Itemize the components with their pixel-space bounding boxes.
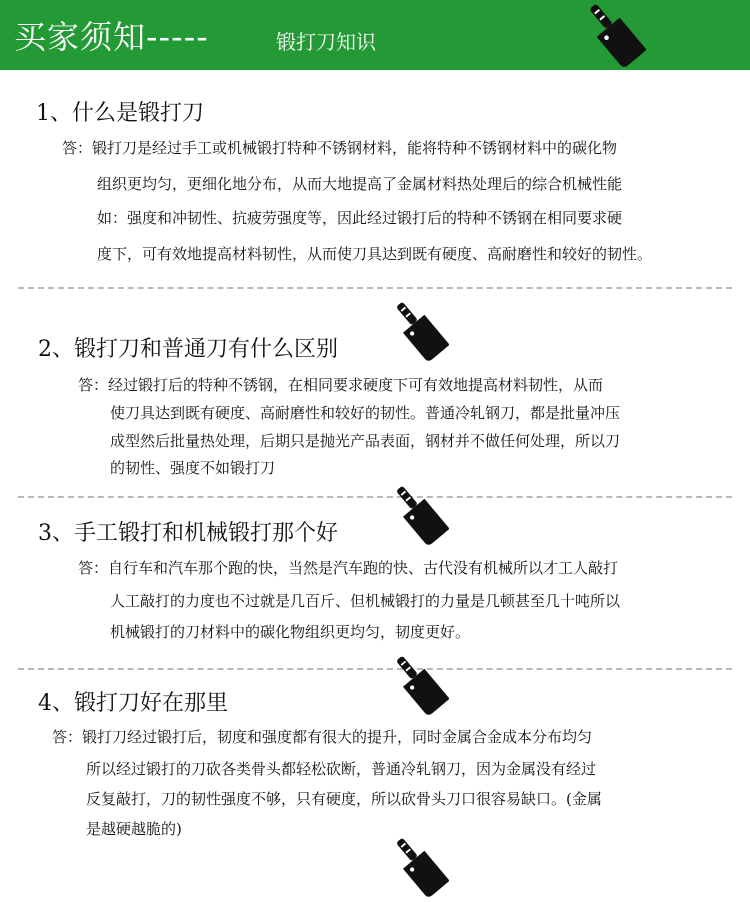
section-1-title: 1、什么是锻打刀 (36, 101, 204, 126)
section-1-line-2: 组织更均匀，更细化地分布，从而大地提高了金属材料热处理后的综合机械性能 (97, 175, 623, 193)
section-1-line-3: 如：强度和冲韧性、抗疲劳强度等，因此经过锻打后的特种不锈钢在相同要求硬 (97, 209, 623, 227)
section-3-line-3: 机械锻打的刀材料中的碳化物组织更均匀，韧度更好。 (110, 623, 471, 641)
section-4-line-1: 答：锻打刀经过锻打后，韧度和强度都有很大的提升，同时金属合金成本分布均匀 (52, 728, 593, 746)
section-4-line-3: 反复敲打，刀的韧性强度不够，只有硬度，所以砍骨头刀口很容易缺口。(金属 (86, 790, 602, 808)
section-3-line-1: 答：自行车和汽车那个跑的快，当然是汽车跑的快、古代没有机械所以才工人敲打 (78, 559, 619, 577)
section-2-title: 2、锻打刀和普通刀有什么区别 (38, 337, 338, 362)
header-banner (0, 0, 750, 70)
cleaver-knife-icon (586, 0, 646, 70)
section-1-line-4: 度下，可有效地提高材料韧性，从而使刀具达到既有硬度、高耐磨性和较好的韧性。 (97, 245, 653, 263)
cleaver-knife-icon (393, 650, 449, 720)
section-divider (18, 668, 732, 670)
cleaver-knife-icon (393, 480, 449, 550)
section-3-title: 3、手工锻打和机械锻打那个好 (38, 521, 338, 546)
section-2-line-2: 使刀具达到既有硬度、高耐磨性和较好的韧性。普通冷轧钢刀，都是批量冲压 (110, 404, 621, 422)
section-2-line-4: 的韧性、强度不如锻打刀 (110, 459, 276, 477)
section-3-line-2: 人工敲打的力度也不过就是几百斤、但机械锻打的力量是几顿甚至几十吨所以 (110, 592, 621, 610)
section-divider (18, 496, 732, 498)
section-2-line-1: 答：经过锻打后的特种不锈钢，在相同要求硬度下可有效地提高材料韧性，从而 (78, 376, 604, 394)
section-divider (18, 287, 732, 289)
cleaver-knife-icon (393, 832, 449, 902)
section-4-line-4: 是越硬越脆的) (86, 820, 182, 838)
cleaver-knife-icon (393, 296, 449, 366)
header-title: 买家须知----- (14, 18, 209, 56)
section-2-line-3: 成型然后批量热处理，后期只是抛光产品表面，钢材并不做任何处理，所以刀 (110, 432, 621, 450)
header-subtitle: 锻打刀知识 (276, 30, 376, 54)
section-1-line-1: 答：锻打刀是经过手工或机械锻打特种不锈钢材料，能将特种不锈钢材料中的碳化物 (62, 139, 618, 157)
section-4-line-2: 所以经过锻打的刀砍各类骨头都轻松砍断，普通冷轧钢刀，因为金属没有经过 (86, 760, 597, 778)
section-4-title: 4、锻打刀好在那里 (38, 691, 228, 716)
